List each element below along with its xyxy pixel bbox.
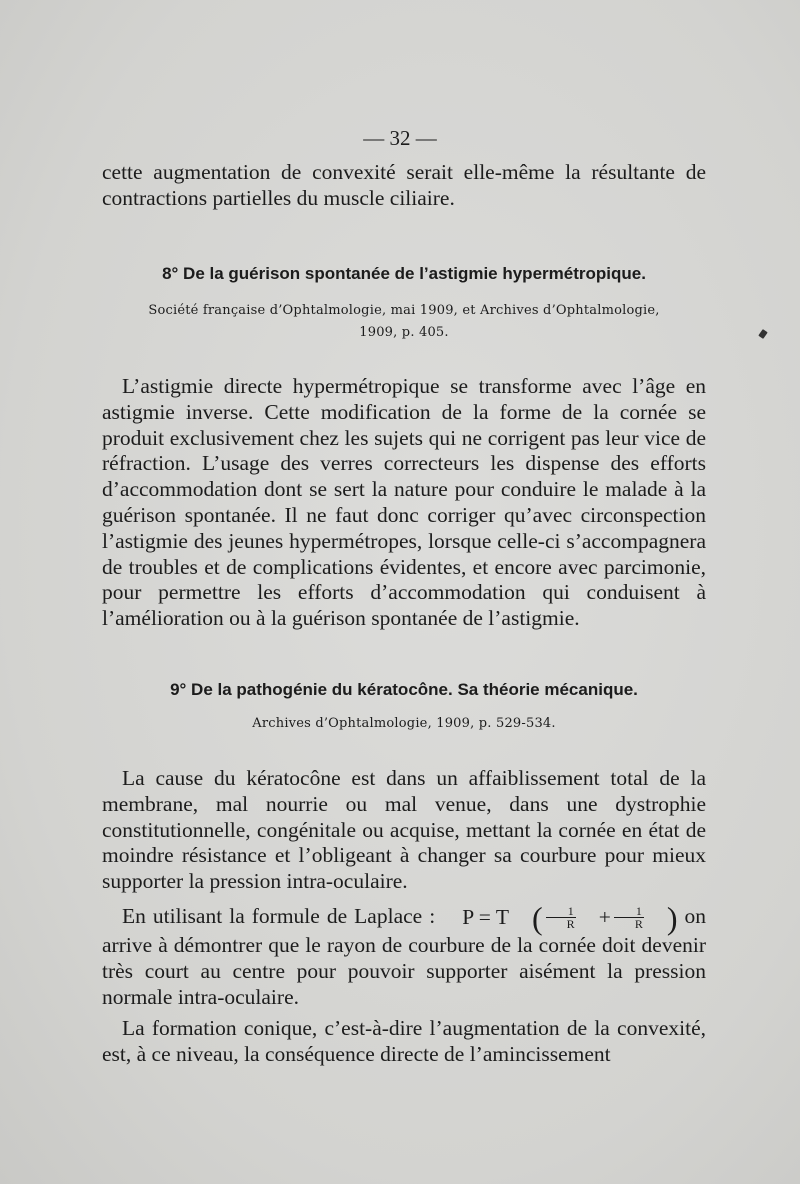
formula-plus: + [598,905,611,930]
formula-fraction-2 [614,905,644,930]
section-8-heading: 8° De la guérison spontanée de l’astigmie hypermétropique. [162,264,646,283]
fraction-numerator: 1 [546,905,576,918]
reference-line-2: 1909, p. 405. [359,325,449,340]
ink-speck [758,329,768,339]
paragraph-text: cette augmentation de convexité serait elle-même la résultante de contractions partielles du muscle ciliaire. [102,160,706,210]
formula-right-paren: ) [666,899,678,936]
section-9-heading: 9° De la pathogénie du kératocône. Sa théorie mécanique. [170,680,638,699]
formula-fraction-1 [546,905,576,930]
laplace-formula [442,899,678,936]
paragraph-3: La formation conique, c’est-à-dire l’augmentation de la convexité, est, à ce niveau, la conséquence directe de l’amincissement [102,1016,706,1067]
section-8-body [102,374,706,632]
fraction-denominator: R [566,917,575,932]
formula-left-paren: ( [532,899,543,936]
formula-lhs: P = T [462,905,510,930]
paragraph-continuation [102,160,706,212]
paragraph-2-end: on arrive à démontrer que le rayon de courbure de la cornée doit devenir très court au centre pour pouvoir supporter aisément la pression normale intra-oculaire. [102,903,707,1009]
section-9-reference: Archives d’Ophtalmologie, 1909, p. 529-534. [252,716,556,731]
paragraph-text: L’astigmie directe hypermétropique se transforme avec l’âge en astigmie inverse. Cette modification de la forme de la cornée se produit exclusivement chez les sujets qui ne corrigent pas leur vice de réfraction. L’usage des verres correcteurs les dispense des efforts d’accommodation dont se sert la nature pour conduire le malade à la guérison spontanée. Il ne faut donc corriger qu’avec circonspection l’astigmie des jeunes hypermétropes, lorsque celle-ci s’accompagnera de troubles et de complications évidentes, et encore avec parcimonie, pour permettre les efforts d’accommodation qui conduisent à l’amélioration ou à la guérison spontanée de l’astigmie. [102,374,706,631]
reference-line-1: Société française d’Ophtalmologie, mai 1909, et Archives d’Ophtalmologie, [148,303,660,318]
paragraph-2 [102,899,707,1010]
paragraph-2-start: En utilisant la formule de Laplace : [122,903,436,928]
section-9-body [102,766,706,1068]
page-number: — 32 — [363,126,437,150]
paragraph-1: La cause du kératocône est dans un affaiblissement total de la membrane, mal nourrie ou mal venue, dans une dystrophie constitutionnelle, congénitale ou acquise, mettant la cornée en état de moindre résistance et l’obligeant à changer sa courbure pour mieux supporter la pression intra-oculaire. [102,766,706,894]
fraction-numerator: 1 [614,905,644,918]
section-8-reference [102,300,706,344]
fraction-denominator: R [634,917,643,932]
